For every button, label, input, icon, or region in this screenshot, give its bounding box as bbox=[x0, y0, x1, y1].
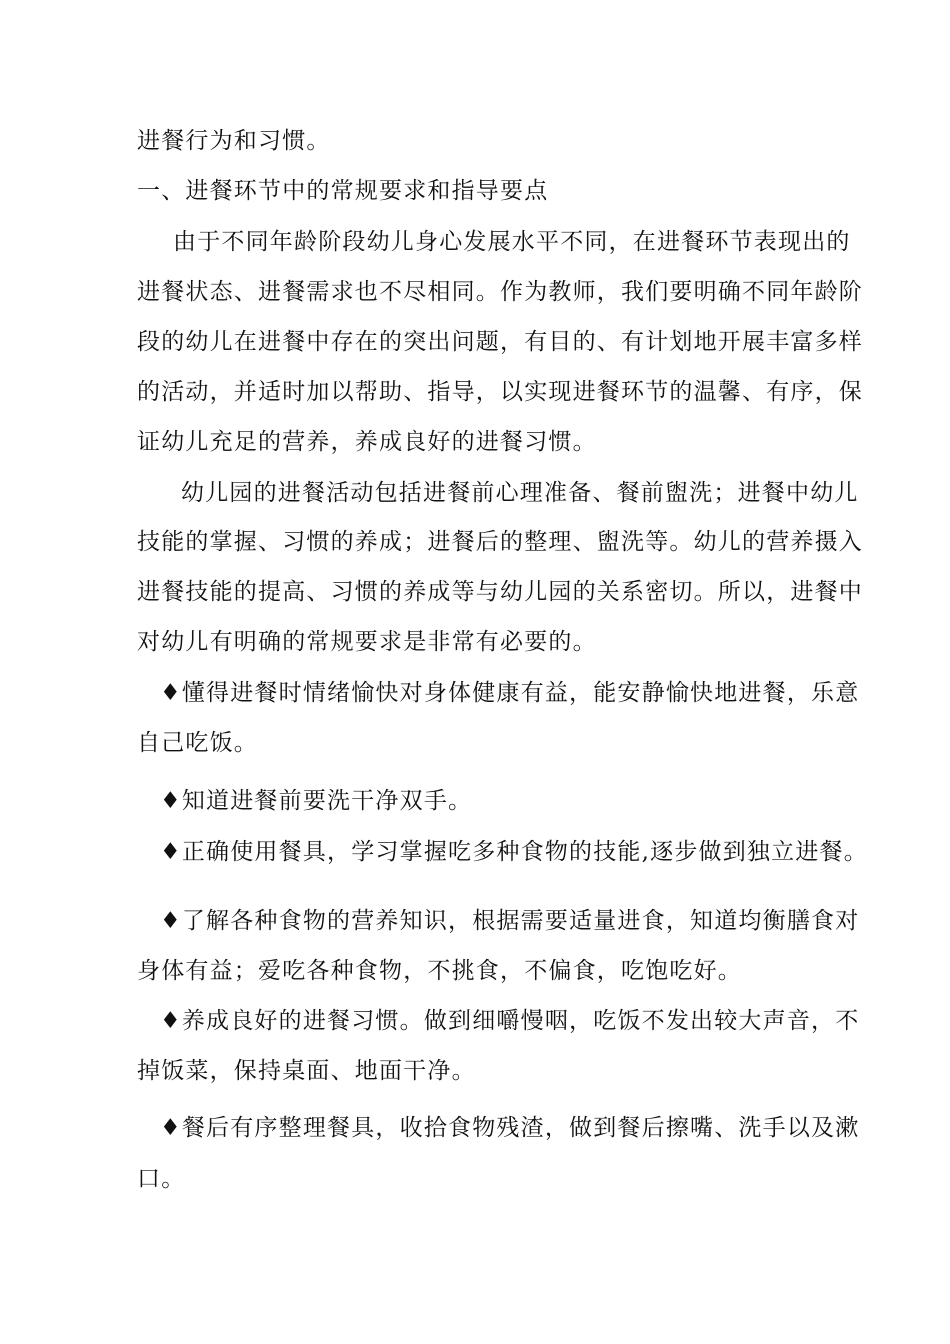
list-item: ♦餐后有序整理餐具，收拾食物残渣，做到餐后擦嘴、洗手以及漱 bbox=[160, 1115, 860, 1141]
list-item-continuation: 口。 bbox=[137, 1166, 186, 1192]
paragraph-1-line: 段的幼儿在进餐中存在的突出问题，有目的、有计划地开展丰富多样 bbox=[137, 329, 863, 355]
section-heading: 一、进餐环节中的常规要求和指导要点 bbox=[137, 178, 549, 204]
list-item: ♦正确使用餐具，学习掌握吃多种食物的技能,逐步做到独立进餐。 bbox=[160, 839, 868, 865]
list-item-continuation: 掉饭菜，保持桌面、地面干净。 bbox=[137, 1058, 476, 1084]
paragraph-2-line: 进餐技能的提高、习惯的养成等与幼儿园的关系密切。所以，进餐中 bbox=[137, 579, 863, 605]
paragraph-1-line: 进餐状态、进餐需求也不尽相同。作为教师，我们要明确不同年龄阶 bbox=[137, 279, 863, 305]
paragraph-2-line: 技能的掌握、习惯的养成；进餐后的整理、盥洗等。幼儿的营养摄入 bbox=[137, 529, 863, 555]
list-item-continuation: 身体有益；爱吃各种食物，不挑食，不偏食，吃饱吃好。 bbox=[137, 958, 742, 984]
continuation-line: 进餐行为和习惯。 bbox=[137, 128, 331, 154]
list-item: ♦知道进餐前要洗干净双手。 bbox=[160, 788, 473, 814]
list-item-continuation: 自己吃饭。 bbox=[137, 730, 258, 756]
paragraph-2-line: 幼儿园的进餐活动包括进餐前心理准备、餐前盥洗；进餐中幼儿 bbox=[181, 480, 859, 506]
paragraph-1-line: 的活动，并适时加以帮助、指导，以实现进餐环节的温馨、有序，保 bbox=[137, 379, 863, 405]
paragraph-1-line: 证幼儿充足的营养，养成良好的进餐习惯。 bbox=[137, 429, 597, 455]
paragraph-2-line: 对幼儿有明确的常规要求是非常有必要的。 bbox=[137, 629, 597, 655]
paragraph-1-line: 由于不同年龄阶段幼儿身心发展水平不同，在进餐环节表现出的 bbox=[173, 229, 851, 255]
list-item: ♦养成良好的进餐习惯。做到细嚼慢咽，吃饭不发出较大声音，不 bbox=[160, 1008, 860, 1034]
list-item: ♦了解各种食物的营养知识，根据需要适量进食，知道均衡膳食对 bbox=[160, 908, 860, 934]
list-item: ♦懂得进餐时情绪愉快对身体健康有益，能安静愉快地进餐，乐意 bbox=[160, 680, 860, 706]
